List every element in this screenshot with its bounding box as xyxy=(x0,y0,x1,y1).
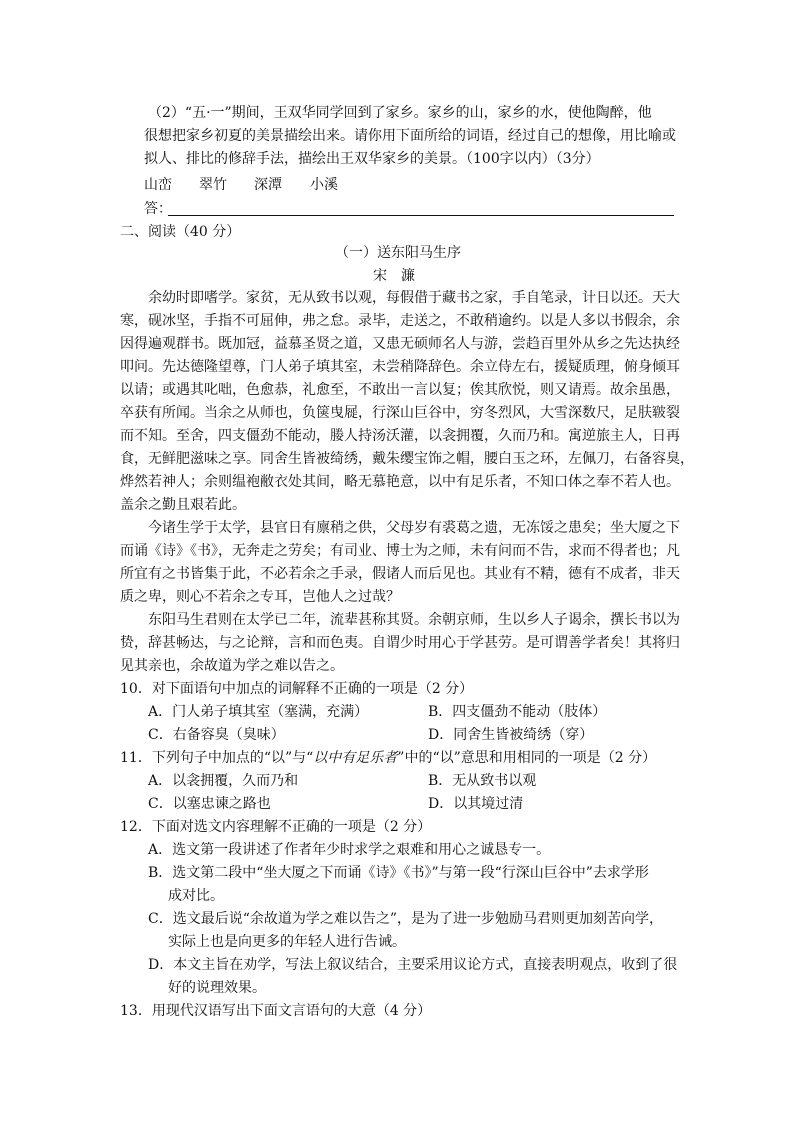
q10-stem: 10．对下面语句中加点的词解释不正确的一项是（2 分） xyxy=(120,681,474,697)
p2-line-2: 而诵《诗》《书》，无奔走之劳矣；有司业、博士为之师，未有问而不告，求而不得者也；凡 xyxy=(120,543,680,559)
q11-option-c[interactable]: C．以塞忠谏之路也 xyxy=(148,796,271,812)
q12-option-c-cont: 实际上也是向更多的年轻人进行告诫。 xyxy=(168,934,406,950)
q12-option-b[interactable]: B．选文第二段中“坐大厦之下而诵《诗》《书》”与第一段“行深山巨谷中”去求学形 xyxy=(148,865,649,881)
p1-line-7: 而不知。至舍，四支僵劲不能动，媵人持汤沃灌，以衾拥覆，久而乃和。寓逆旅主人，日再 xyxy=(120,428,680,444)
p3-line-2: 贽，辞甚畅达，与之论辩，言和而色夷。自谓少时用心于学甚劳。是可谓善学者矣！其将归 xyxy=(120,635,680,651)
word-3: 深潭 xyxy=(254,177,282,193)
p3-line-3: 见其亲也，余故道为学之难以告之。 xyxy=(120,658,344,674)
p3-line-1: 东阳马生君则在太学已二年，流辈甚称其贤。余朝京师，生以乡人子谒余，撰长书以为 xyxy=(148,612,680,628)
q2-line-3: 拟人、排比的修辞手法，描绘出王双华家乡的美景。（100字以内）（3分） xyxy=(144,151,600,167)
q13-stem: 13．用现代汉语写出下面文言语句的大意（4 分） xyxy=(120,1003,432,1019)
p2-line-1: 今诸生学于太学，县官日有廪稍之供，父母岁有裘葛之遗，无冻馁之患矣；坐大厦之下 xyxy=(148,520,680,536)
p2-line-4: 质之卑，则心不若余之专耳，岂他人之过哉？ xyxy=(120,589,400,605)
q10-option-c[interactable]: C．右备容臭（臭味） xyxy=(148,727,285,743)
q10-option-b[interactable]: B．四支僵劲不能动（肢体） xyxy=(428,704,607,720)
answer-label: 答： xyxy=(144,201,172,217)
word-2: 翠竹 xyxy=(199,177,227,193)
q11-option-b[interactable]: B．无从致书以观 xyxy=(428,773,537,789)
p1-line-9: 烨然若神人；余则缊袍敝衣处其间，略无慕艳意，以中有足乐者，不知口体之奉不若人也。 xyxy=(120,474,680,490)
p1-line-3: 因得遍观群书。既加冠，益慕圣贤之道，又患无硕师名人与游，尝趋百里外从乡之先达执经 xyxy=(120,336,680,352)
word-1: 山峦 xyxy=(144,177,172,193)
p1-line-1: 余幼时即嗜学。家贫，无从致书以观，每假借于藏书之家，手自笔录，计日以还。天大 xyxy=(148,290,680,306)
q12-option-d[interactable]: D．本文主旨在劝学，写法上叙议结合，主要采用议论方式，直接表明观点，收到了很 xyxy=(148,957,678,973)
q2-line-1: （2）“五·一”期间，王双华同学回到了家乡。家乡的山，家乡的水，使他陶醉，他 xyxy=(148,105,652,121)
passage-title: （一）送东阳马生序 xyxy=(335,245,461,261)
q12-stem: 12．下面对选文内容理解不正确的一项是（2 分） xyxy=(120,819,432,835)
q2-line-2: 很想把家乡初夏的美景描绘出来。请你用下面所给的词语，经过自己的想像，用比喻或 xyxy=(144,128,676,144)
section-heading: 二、阅读（40 分） xyxy=(120,224,241,240)
p1-line-2: 寒，砚冰坚，手指不可屈伸，弗之怠。录毕，走送之，不敢稍逾约。以是人多以书假余，余 xyxy=(120,313,680,329)
passage-author: 宋 濂 xyxy=(373,268,415,284)
p1-line-6: 卒获有所闻。当余之从师也，负箧曳屣，行深山巨谷中，穷冬烈风，大雪深数尺，足肤皲裂 xyxy=(120,405,680,421)
q12-option-b-cont: 成对比。 xyxy=(168,888,224,904)
q11-option-d[interactable]: D．以其境过清 xyxy=(428,796,524,812)
p1-line-10: 盖余之勤且艰若此。 xyxy=(120,497,246,513)
q10-option-d[interactable]: D．同舍生皆被绮绣（穿） xyxy=(428,727,594,743)
q10-option-a[interactable]: A．门人弟子填其室（塞满，充满） xyxy=(148,704,369,720)
q11-stem-pre: 11．下列句子中加点的“以”与“ xyxy=(120,750,314,766)
p1-line-4: 叩问。先达德隆望尊，门人弟子填其室，未尝稍降辞色。余立侍左右，援疑质理，俯身倾耳 xyxy=(120,359,680,375)
p1-line-5: 以请；或遇其叱咄，色愈恭，礼愈至，不敢出一言以复；俟其欣悦，则又请焉。故余虽愚， xyxy=(120,382,680,398)
q11-stem-post: ”中的“以”意思和用相同的一项是（2 分） xyxy=(397,750,657,766)
q11-option-a[interactable]: A．以衾拥覆，久而乃和 xyxy=(148,773,299,789)
q12-option-a[interactable]: A．选文第一段讲述了作者年少时求学之艰难和用心之诚恳专一。 xyxy=(148,842,551,858)
q12-option-c[interactable]: C．选文最后说“余故道为学之难以告之”，是为了进一步勉励马君则更加刻苦向学， xyxy=(148,911,664,927)
word-4: 小溪 xyxy=(310,177,338,193)
p2-line-3: 所宜有之书皆集于此，不必若余之手录，假诸人而后见也。其业有不精，德有不成者，非天 xyxy=(120,566,680,582)
q11-stem-quote: 以中有足乐者 xyxy=(313,750,398,766)
p1-line-8: 食，无鲜肥滋味之享。同舍生皆被绮绣，戴朱缨宝饰之帽，腰白玉之环，左佩刀，右备容臭， xyxy=(120,451,694,467)
q11-stem xyxy=(120,748,656,768)
answer-line[interactable] xyxy=(168,215,674,216)
q12-option-d-cont: 好的说理效果。 xyxy=(168,980,266,996)
